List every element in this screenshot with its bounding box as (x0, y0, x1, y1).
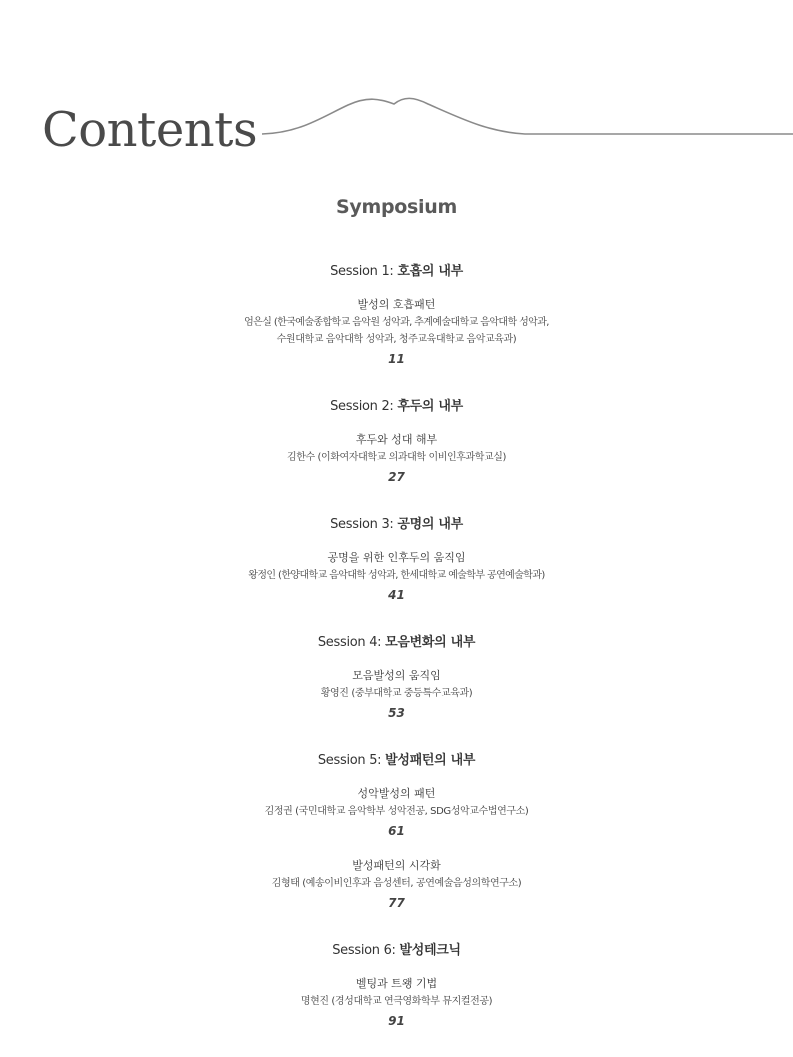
session-topic: 모음변화의 내부 (385, 635, 476, 650)
session-title (0, 749, 793, 768)
talk-speaker: 명현진 (경성대학교 연극영화학부 뮤지컬전공) (300, 996, 493, 1007)
session-title (0, 260, 793, 279)
session-title (0, 513, 793, 532)
talk-title: 모음발성의 움직임 (352, 669, 441, 682)
session-label: Session 4: (317, 635, 382, 650)
talk-speaker: 김한수 (이화여자대학교 의과대학 이비인후과학교실) (286, 452, 507, 463)
page-number[interactable]: 61 (388, 824, 405, 838)
talk-entry (0, 975, 793, 1031)
talk-entry (0, 667, 793, 723)
section-heading-symposium: Symposium (336, 196, 457, 218)
page-number[interactable]: 11 (388, 352, 405, 366)
session-1 (0, 260, 793, 369)
talk-speaker: 엄은실 (한국예술종합학교 음악원 성악과, 추계예술대학교 음악대학 성악과, (244, 317, 549, 328)
talk-title: 벨팅과 트왱 기법 (355, 977, 438, 990)
talk-title: 발성의 호흡패턴 (357, 298, 436, 311)
session-4 (0, 631, 793, 723)
talk-entry (0, 857, 793, 913)
session-topic: 호흡의 내부 (397, 264, 463, 279)
talk-speaker: 수원대학교 음악대학 성악과, 청주교육대학교 음악교육과) (276, 334, 517, 345)
page-number[interactable]: 27 (388, 470, 405, 484)
page-number[interactable]: 91 (388, 1014, 405, 1028)
talk-title: 후두와 성대 해부 (355, 433, 438, 446)
talk-entry (0, 296, 793, 369)
session-6 (0, 939, 793, 1031)
session-topic: 발성패턴의 내부 (385, 753, 476, 768)
session-label: Session 6: (332, 943, 396, 958)
contents-list (0, 260, 793, 1057)
talk-entry (0, 431, 793, 487)
session-3 (0, 513, 793, 605)
page-number[interactable]: 77 (388, 896, 405, 910)
session-2 (0, 395, 793, 487)
talk-speaker: 왕정인 (한양대학교 음악대학 성악과, 한세대학교 예술학부 공연예술학과) (248, 570, 545, 581)
talk-speaker: 황영진 (중부대학교 중등특수교육과) (320, 688, 473, 699)
session-topic: 후두의 내부 (397, 399, 463, 414)
talk-entry (0, 785, 793, 841)
wave-line-decoration (0, 0, 793, 170)
talk-speaker: 김형태 (예송이비인후과 음성센터, 공연예술음성의학연구소) (271, 878, 522, 889)
session-label: Session 3: (330, 517, 394, 532)
session-label: Session 2: (330, 399, 394, 414)
session-5 (0, 749, 793, 913)
session-label: Session 5: (317, 753, 382, 768)
talk-speaker: 김정권 (국민대학교 음악학부 성악전공, SDG성악교수법연구소) (264, 806, 529, 817)
page-title: Contents (42, 102, 258, 158)
page-number[interactable]: 41 (388, 588, 405, 602)
talk-title: 공명을 위한 인후두의 움직임 (327, 551, 466, 564)
page-number[interactable]: 53 (388, 706, 405, 720)
session-label: Session 1: (330, 264, 394, 279)
session-title (0, 939, 793, 958)
session-title (0, 631, 793, 650)
talk-title: 성악발성의 패턴 (357, 787, 436, 800)
session-topic: 발성테크닉 (399, 943, 461, 958)
session-title (0, 395, 793, 414)
talk-title: 발성패턴의 시각화 (352, 859, 441, 872)
contents-header (0, 0, 793, 170)
talk-entry (0, 549, 793, 605)
session-topic: 공명의 내부 (397, 517, 463, 532)
